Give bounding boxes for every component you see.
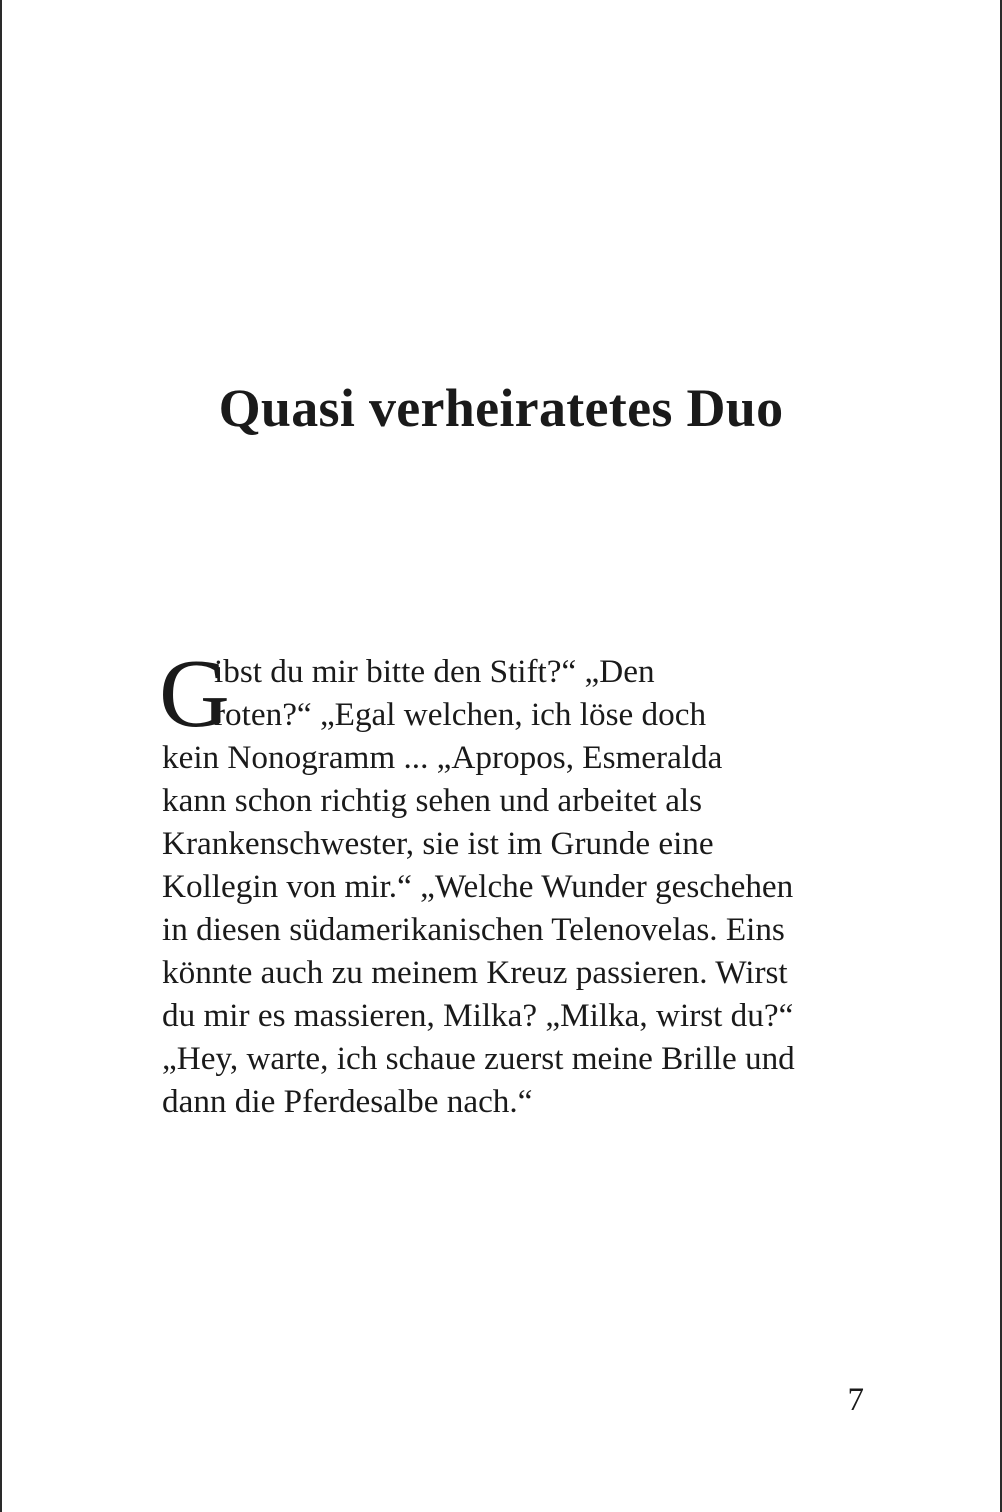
text-line: kein Nonogramm ... „Apropos, Esmeralda bbox=[162, 739, 723, 776]
drop-cap: G bbox=[159, 640, 230, 748]
text-line: du mir es massieren, Milka? „Milka, wirst du?“ bbox=[162, 997, 794, 1034]
text-line: ibst du mir bitte den Stift?“ „Den bbox=[214, 653, 655, 690]
chapter-title: Quasi verheiratetes Duo bbox=[218, 378, 784, 438]
text-line: könnte auch zu meinem Kreuz passieren. Wirst bbox=[162, 954, 788, 991]
body-text bbox=[162, 650, 882, 1123]
text-line: kann schon richtig sehen und arbeitet als bbox=[162, 782, 703, 819]
text-line: Krankenschwester, sie ist im Grunde eine bbox=[162, 825, 714, 862]
text-line: in diesen südamerikanischen Telenovelas. Eins bbox=[162, 911, 785, 948]
text-line: Kollegin von mir.“ „Welche Wunder geschehen bbox=[162, 868, 794, 905]
page-number: 7 bbox=[847, 1382, 864, 1418]
text-line: „Hey, warte, ich schaue zuerst meine Brille und bbox=[162, 1040, 795, 1077]
text-line: roten?“ „Egal welchen, ich löse doch bbox=[214, 696, 707, 733]
text-line: dann die Pferdesalbe nach.“ bbox=[162, 1083, 533, 1120]
page-edge-left bbox=[0, 0, 2, 1512]
